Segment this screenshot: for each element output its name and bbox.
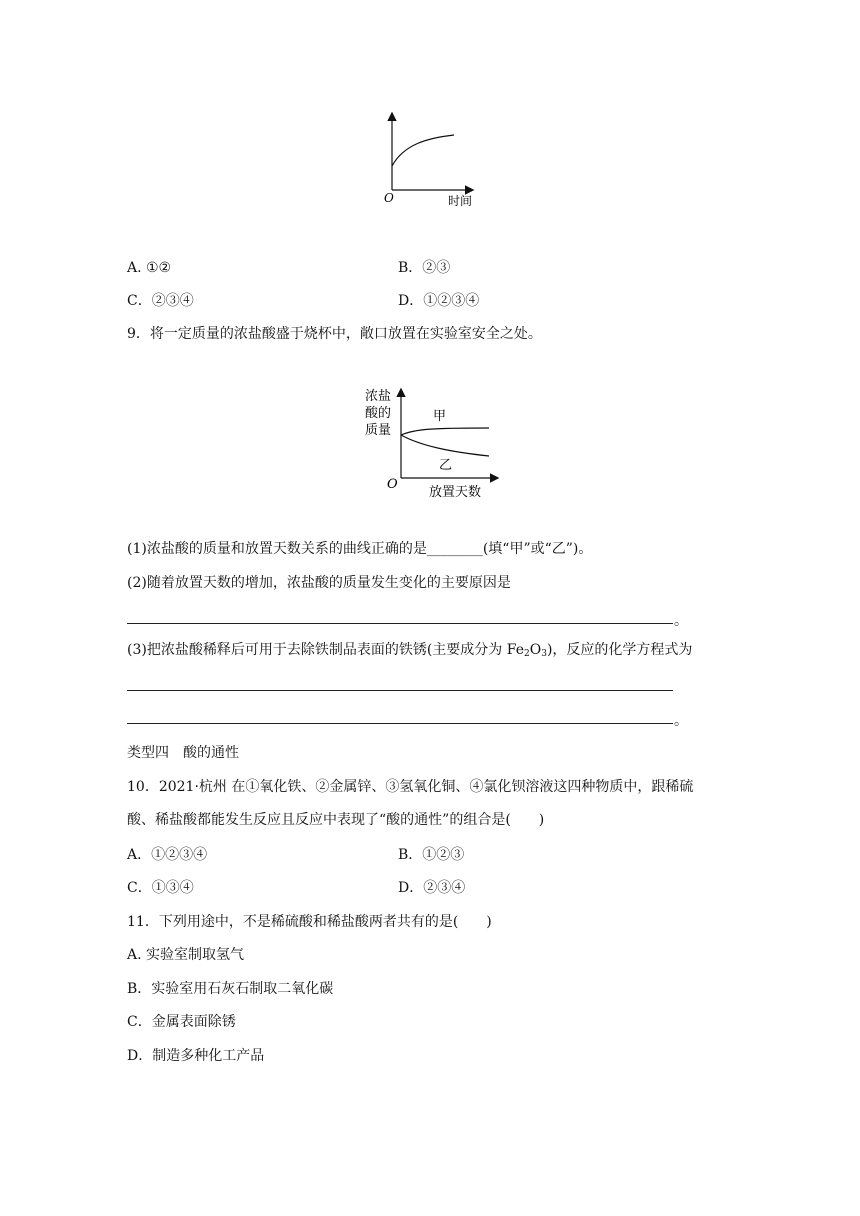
q8-option-d[interactable]: D．①②③④ xyxy=(398,293,480,309)
answer-line-2[interactable] xyxy=(127,623,673,624)
x-axis-label: 时间 xyxy=(448,194,473,208)
q9-part3-after: )，反应的化学方程式为 xyxy=(546,642,693,658)
q11-option-d[interactable]: D．制造多种化工产品 xyxy=(127,1048,265,1064)
curve-label-yi: 乙 xyxy=(439,458,453,473)
q10-option-d[interactable]: D．②③④ xyxy=(398,880,466,896)
q10-option-a[interactable]: A．①②③④ xyxy=(127,847,208,863)
origin-label: O xyxy=(384,191,394,205)
graph-acid-mass xyxy=(365,380,505,502)
q10-option-c[interactable]: C．①③④ xyxy=(127,880,194,896)
q11-option-a[interactable]: A. 实验室制取氢气 xyxy=(127,947,245,963)
curve-label-jia: 甲 xyxy=(433,409,447,424)
q9-part2: (2)随着放置天数的增加，浓盐酸的质量发生变化的主要原因是 xyxy=(127,575,511,591)
curve-jia xyxy=(401,428,489,435)
period-2: 。 xyxy=(674,613,688,629)
q9-stem: 9．将一定质量的浓盐酸盛于烧杯中，敞口放置在实验室安全之处。 xyxy=(127,326,542,342)
x-axis-label: 放置天数 xyxy=(429,485,482,500)
q8-option-a[interactable]: A. ①② xyxy=(127,260,172,276)
curve xyxy=(392,135,454,166)
q11-option-c[interactable]: C．金属表面除锈 xyxy=(127,1014,236,1030)
q11-stem: 11．下列用途中，不是稀硫酸和稀盐酸两者共有的是( ) xyxy=(127,914,492,930)
q9-part1: (1)浓盐酸的质量和放置天数关系的曲线正确的是________(填“甲”或“乙”)。 xyxy=(127,541,593,557)
y-axis-label-3: 质量 xyxy=(365,423,392,438)
curve-yi xyxy=(401,435,489,456)
section-heading: 类型四 酸的通性 xyxy=(127,745,239,761)
q11-option-b[interactable]: B．实验室用石灰石制取二氧化碳 xyxy=(127,981,334,997)
q8-option-c[interactable]: C．②③④ xyxy=(127,293,194,309)
q9-part3-sub1: 2 xyxy=(523,649,530,659)
q9-part3-text: (3)把浓盐酸稀释后可用于去除铁制品表面的铁锈(主要成分为 Fe xyxy=(127,642,524,658)
q9-part3 xyxy=(127,640,692,664)
graph-time xyxy=(380,108,490,208)
q8-option-b[interactable]: B．②③ xyxy=(398,260,451,276)
q10-line2: 酸、稀盐酸都能发生反应且反应中表现了“酸的通性”的组合是( ) xyxy=(127,812,545,828)
q9-part3-sub2: 3 xyxy=(541,649,547,659)
y-axis-label-2: 酸的 xyxy=(365,406,392,421)
q9-part3-mid: O xyxy=(529,642,542,658)
q10-option-b[interactable]: B．①②③ xyxy=(398,847,465,863)
q10-line1: 10．2021·杭州 在①氧化铁、②金属锌、③氢氧化铜、④氯化钡溶液这四种物质中，跟稀硫 xyxy=(127,779,694,795)
y-axis-label-1: 浓盐 xyxy=(365,389,392,404)
origin-label: O xyxy=(387,477,398,492)
answer-line-3a[interactable] xyxy=(127,690,673,691)
period-3: 。 xyxy=(674,713,688,729)
answer-line-3b[interactable] xyxy=(127,723,673,724)
